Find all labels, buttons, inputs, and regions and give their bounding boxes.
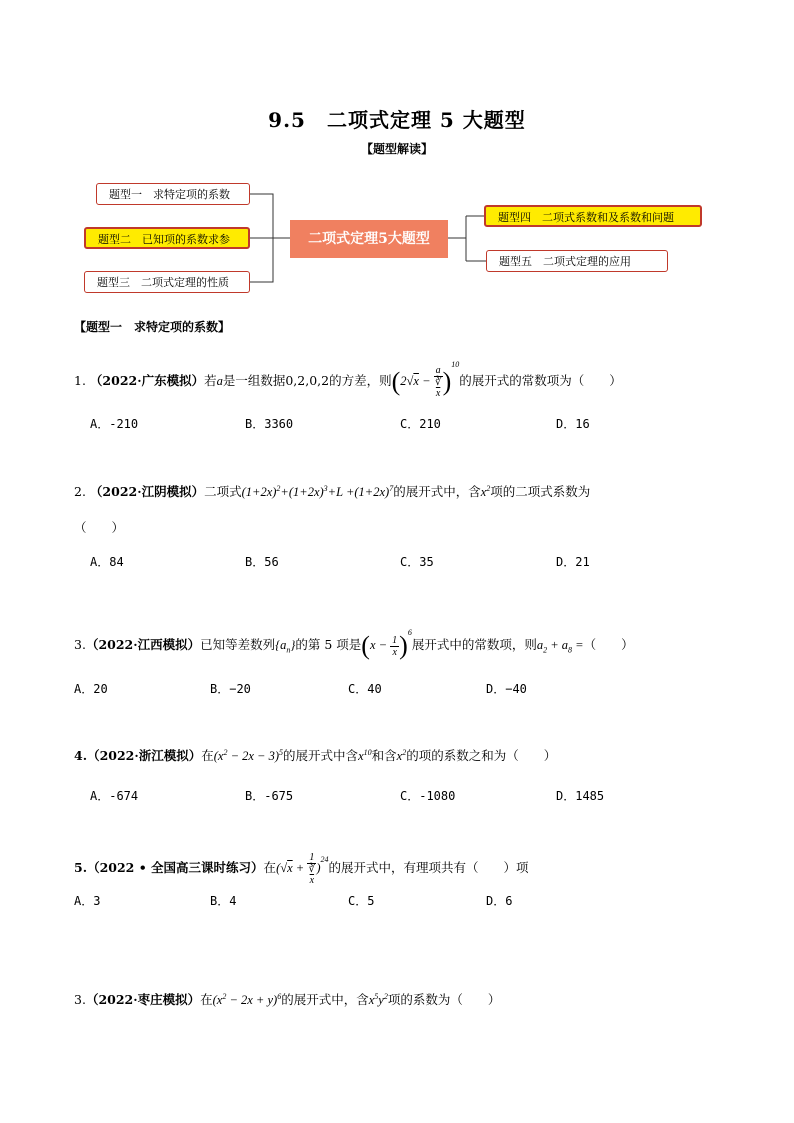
math-expression: $x^{10}$ [358,747,372,763]
option-c[interactable]: C．5 [348,894,375,908]
option-a[interactable]: A．-210 [90,417,139,431]
question-text: 的展开式中含 [283,748,359,763]
math-expression: (√x + 1 ∛ $\overline{x}$ )$^{24}$ [276,852,329,886]
page-subtitle: 【题型解读】 [360,142,433,156]
option-d[interactable]: D．−40 [486,682,527,696]
question-source: （2022·枣庄模拟） [85,992,201,1007]
question-text: 在 [201,748,214,763]
diagram-center-node: 二项式定理5大题型 [290,220,448,258]
question-text: 的展开式的常数项为（ ） [459,373,622,388]
question-source: （2022·广东模拟） [89,373,205,388]
question-text: 项的二项式系数为 [490,484,591,499]
question-2-line2: （ ） [74,520,125,535]
question-text: 二项式 [204,484,242,499]
question-number: 1. [74,373,86,388]
option-b[interactable]: B．−20 [210,682,251,696]
question-text: 的展开式中，含 [393,484,481,499]
math-expression: $\{a_n\}$ [275,638,296,655]
question-text: 展开式中的常数项，则 [411,637,537,652]
diagram-node-topic-5: 题型五 二项式定理的应用 [486,250,668,272]
math-expression: (2√x − a ∛ $\overline{x}$ )$^{10}$ [391,360,460,400]
question-text: 已知等差数列 [200,637,276,652]
option-d[interactable]: D．16 [556,417,590,431]
option-d[interactable]: D．1485 [556,789,605,803]
question-text: 和含 [371,748,397,763]
question-5 [74,852,529,886]
math-expression: $(x^2 - 2x + y)^6$ [212,991,282,1007]
question-number: 4. [74,748,88,763]
math-expression: $(1+2x)^2+(1+2x)^3+L +(1+2x)^7$ [241,483,394,499]
question-text: 的展开式中，含 [281,992,369,1007]
question-4 [74,746,556,764]
diagram-node-topic-1: 题型一 求特定项的系数 [96,183,250,205]
math-expression: $x^2$ [396,747,407,763]
option-a[interactable]: A．84 [90,555,124,569]
math-expression: $a_2 + a_8$ = [536,638,584,655]
question-number: 3. [74,637,86,652]
option-b[interactable]: B．-675 [245,789,294,803]
question-text: （ ） [583,637,634,652]
option-d[interactable]: D．6 [486,894,513,908]
diagram-node-topic-4: 题型四 二项式系数和及系数和问题 [484,205,702,227]
option-c[interactable]: C．210 [400,417,441,431]
question-1 [74,360,622,399]
question-number: 3. [74,992,86,1007]
math-expression: (x − $\frac{1}{x}$ )$^6$ [361,628,412,661]
option-a[interactable]: A．20 [74,682,108,696]
math-expression: $(x^2 - 2x - 3)^5$ [213,747,284,763]
option-c[interactable]: C．-1080 [400,789,456,803]
question-source: （2022·江阴模拟） [89,484,205,499]
question-text: 的展开式中，有理项共有（ ）项 [328,859,529,875]
math-var: a [216,374,223,388]
question-text: 是一组数据0,2,0,2的方差，则 [222,373,392,388]
math-expression: $x^5y^2$ [368,991,388,1007]
question-3 [74,628,634,661]
question-text: 在 [263,859,277,875]
option-a[interactable]: A．3 [74,894,101,908]
question-source: （2022·江西模拟） [85,637,201,652]
option-b[interactable]: B．3360 [245,417,294,431]
option-b[interactable]: B．56 [245,555,279,569]
diagram-node-topic-3: 题型三 二项式定理的性质 [84,271,250,293]
section-heading: 【题型一 求特定项的系数】 [74,320,231,334]
question-text: 在 [200,992,213,1007]
page-title: 9.5 二项式定理 5 大题型 [268,108,526,132]
option-c[interactable]: C．40 [348,682,382,696]
diagram-node-topic-2: 题型二 已知项的系数求参 [84,227,250,249]
question-text: 的第 5 项是 [295,637,362,652]
question-2 [74,482,590,500]
math-expression: $x^2$ [480,483,491,499]
question-text: 项的系数为（ ） [387,992,501,1007]
question-text: 若 [204,373,217,388]
question-number: 2. [74,484,86,499]
option-d[interactable]: D．21 [556,555,590,569]
option-c[interactable]: C．35 [400,555,434,569]
question-source: （2022 • 全国高三课时练习） [87,859,264,875]
question-number: 5. [74,859,88,875]
question-6 [74,990,500,1008]
question-source: （2022·浙江模拟） [87,748,202,763]
option-a[interactable]: A．-674 [90,789,139,803]
question-text: 的项的系数之和为（ ） [406,748,557,763]
option-b[interactable]: B．4 [210,894,237,908]
